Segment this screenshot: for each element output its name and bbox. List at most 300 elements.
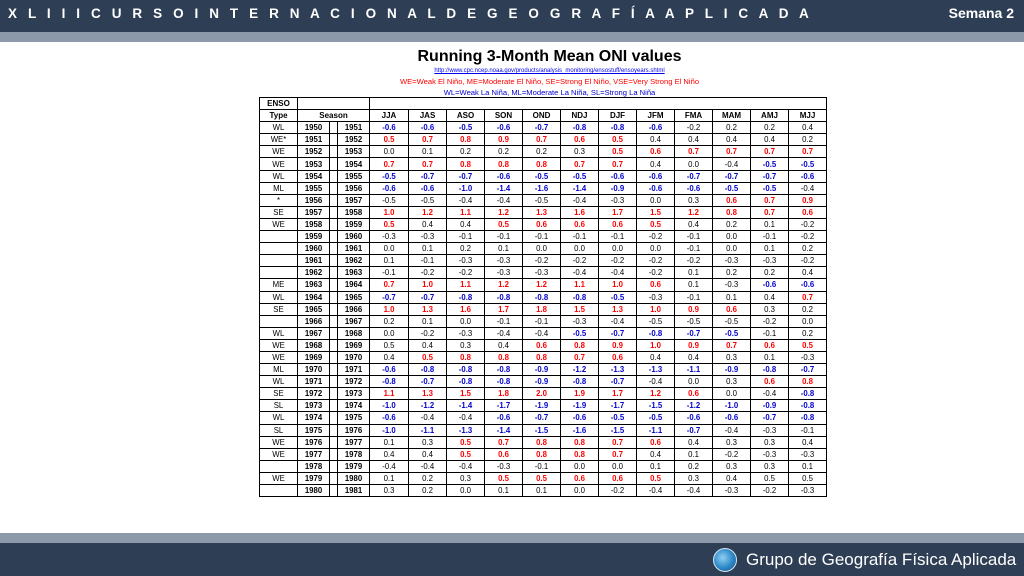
oni-value-cell: 0.4 bbox=[637, 448, 675, 460]
blank-header bbox=[370, 98, 827, 110]
oni-value-cell: 0.6 bbox=[637, 436, 675, 448]
year-separator-cell bbox=[330, 376, 338, 388]
oni-value-cell: 0.3 bbox=[751, 460, 789, 472]
oni-value-cell: 0.4 bbox=[370, 448, 409, 460]
oni-value-cell: -1.1 bbox=[637, 424, 675, 436]
oni-value-cell: 0.2 bbox=[447, 243, 485, 255]
year-separator-cell bbox=[330, 460, 338, 472]
oni-value-cell: -1.1 bbox=[409, 424, 447, 436]
oni-value-cell: -0.8 bbox=[447, 364, 485, 376]
oni-value-cell: 0.4 bbox=[789, 122, 827, 134]
oni-value-cell: -0.3 bbox=[789, 351, 827, 363]
oni-value-cell: 0.8 bbox=[523, 448, 561, 460]
year-separator-cell bbox=[330, 388, 338, 400]
oni-value-cell: -0.5 bbox=[751, 158, 789, 170]
oni-value-cell: -1.3 bbox=[637, 364, 675, 376]
oni-value-cell: 0.6 bbox=[599, 351, 637, 363]
oni-value-cell: 1.5 bbox=[447, 388, 485, 400]
oni-value-cell: 0.6 bbox=[485, 448, 523, 460]
oni-value-cell: -0.5 bbox=[523, 170, 561, 182]
enso-type-cell: WE bbox=[260, 218, 298, 230]
oni-value-cell: -0.6 bbox=[751, 279, 789, 291]
oni-value-cell: 1.9 bbox=[561, 388, 599, 400]
year-separator-cell bbox=[330, 134, 338, 146]
oni-value-cell: -0.6 bbox=[637, 182, 675, 194]
oni-value-cell: -0.6 bbox=[789, 170, 827, 182]
oni-value-cell: 0.6 bbox=[751, 339, 789, 351]
oni-value-cell: 0.0 bbox=[637, 243, 675, 255]
oni-value-cell: -0.8 bbox=[523, 291, 561, 303]
oni-value-cell: 0.2 bbox=[485, 146, 523, 158]
oni-value-cell: -0.5 bbox=[713, 182, 751, 194]
oni-value-cell: -0.8 bbox=[561, 376, 599, 388]
year-separator-cell bbox=[330, 339, 338, 351]
oni-value-cell: 0.4 bbox=[675, 218, 713, 230]
start-year-cell: 1980 bbox=[298, 485, 330, 497]
oni-document bbox=[256, 44, 843, 533]
oni-value-cell: 0.4 bbox=[789, 436, 827, 448]
oni-value-cell: 0.7 bbox=[751, 146, 789, 158]
table-row bbox=[260, 376, 827, 388]
oni-value-cell: 0.6 bbox=[637, 146, 675, 158]
oni-value-cell: -0.3 bbox=[485, 255, 523, 267]
oni-value-cell: -0.2 bbox=[675, 122, 713, 134]
oni-value-cell: -1.5 bbox=[637, 400, 675, 412]
oni-value-cell: -0.6 bbox=[409, 122, 447, 134]
table-row bbox=[260, 218, 827, 230]
oni-value-cell: -0.6 bbox=[637, 122, 675, 134]
oni-value-cell: -0.2 bbox=[789, 231, 827, 243]
oni-value-cell: 0.7 bbox=[789, 291, 827, 303]
oni-value-cell: 1.8 bbox=[523, 303, 561, 315]
oni-value-cell: 0.2 bbox=[751, 122, 789, 134]
month-header: JJA bbox=[370, 110, 409, 122]
oni-value-cell: -0.6 bbox=[485, 170, 523, 182]
table-row bbox=[260, 122, 827, 134]
oni-value-cell: -0.1 bbox=[751, 231, 789, 243]
end-year-cell: 1975 bbox=[338, 412, 370, 424]
oni-value-cell: -0.9 bbox=[599, 182, 637, 194]
oni-value-cell: -0.5 bbox=[561, 170, 599, 182]
oni-value-cell: -0.3 bbox=[751, 448, 789, 460]
enso-type-cell: WE bbox=[260, 158, 298, 170]
oni-value-cell: -0.9 bbox=[523, 364, 561, 376]
enso-type-cell: SE bbox=[260, 388, 298, 400]
oni-value-cell: -0.9 bbox=[523, 376, 561, 388]
enso-type-cell: SL bbox=[260, 424, 298, 436]
oni-value-cell: -0.8 bbox=[789, 388, 827, 400]
oni-value-cell: -0.4 bbox=[561, 194, 599, 206]
oni-value-cell: -0.7 bbox=[523, 412, 561, 424]
start-year-cell: 1951 bbox=[298, 134, 330, 146]
oni-value-cell: 0.3 bbox=[713, 376, 751, 388]
oni-value-cell: -0.7 bbox=[751, 170, 789, 182]
oni-value-cell: 0.4 bbox=[485, 339, 523, 351]
oni-value-cell: -0.6 bbox=[409, 182, 447, 194]
oni-value-cell: 0.8 bbox=[561, 339, 599, 351]
end-year-cell: 1967 bbox=[338, 315, 370, 327]
oni-value-cell: 0.9 bbox=[485, 134, 523, 146]
end-year-cell: 1958 bbox=[338, 206, 370, 218]
oni-value-cell: 0.6 bbox=[637, 279, 675, 291]
oni-value-cell: 0.9 bbox=[675, 339, 713, 351]
oni-value-cell: -0.6 bbox=[485, 122, 523, 134]
enso-type-cell bbox=[260, 315, 298, 327]
oni-value-cell: 1.3 bbox=[523, 206, 561, 218]
year-separator-cell bbox=[330, 182, 338, 194]
oni-value-cell: 0.4 bbox=[713, 472, 751, 484]
oni-value-cell: -0.4 bbox=[713, 424, 751, 436]
table-row bbox=[260, 460, 827, 472]
oni-value-cell: 0.6 bbox=[599, 472, 637, 484]
oni-value-cell: 0.1 bbox=[485, 243, 523, 255]
oni-value-cell: -0.1 bbox=[561, 231, 599, 243]
end-year-cell: 1969 bbox=[338, 339, 370, 351]
oni-value-cell: 0.4 bbox=[637, 158, 675, 170]
oni-value-cell: -0.6 bbox=[370, 122, 409, 134]
oni-value-cell: 0.9 bbox=[675, 303, 713, 315]
enso-type-cell: ME bbox=[260, 279, 298, 291]
oni-value-cell: 0.6 bbox=[523, 339, 561, 351]
oni-value-cell: -0.2 bbox=[447, 267, 485, 279]
end-year-cell: 1979 bbox=[338, 460, 370, 472]
oni-value-cell: 1.2 bbox=[485, 206, 523, 218]
globe-logo-icon bbox=[713, 548, 737, 572]
oni-value-cell: -0.7 bbox=[370, 291, 409, 303]
start-year-cell: 1975 bbox=[298, 424, 330, 436]
oni-value-cell: -0.3 bbox=[789, 485, 827, 497]
oni-value-cell: 0.8 bbox=[523, 436, 561, 448]
oni-value-cell: 0.0 bbox=[370, 146, 409, 158]
enso-type-cell: ML bbox=[260, 364, 298, 376]
table-row bbox=[260, 170, 827, 182]
year-separator-cell bbox=[330, 303, 338, 315]
oni-value-cell: 1.6 bbox=[447, 303, 485, 315]
oni-value-cell: -0.3 bbox=[713, 485, 751, 497]
year-separator-cell bbox=[330, 412, 338, 424]
oni-value-cell: 0.5 bbox=[447, 448, 485, 460]
title-bar bbox=[0, 0, 1024, 32]
oni-value-cell: -0.4 bbox=[599, 315, 637, 327]
start-year-cell: 1950 bbox=[298, 122, 330, 134]
start-year-cell: 1977 bbox=[298, 448, 330, 460]
oni-value-cell: 0.2 bbox=[713, 122, 751, 134]
year-separator-cell bbox=[330, 206, 338, 218]
oni-value-cell: -0.4 bbox=[789, 182, 827, 194]
oni-value-cell: -0.6 bbox=[713, 412, 751, 424]
oni-value-cell: 0.7 bbox=[370, 279, 409, 291]
oni-value-cell: -0.4 bbox=[370, 460, 409, 472]
year-separator-cell bbox=[330, 255, 338, 267]
oni-value-cell: 0.3 bbox=[713, 351, 751, 363]
oni-value-cell: 0.1 bbox=[637, 460, 675, 472]
oni-value-cell: -0.3 bbox=[637, 291, 675, 303]
oni-value-cell: 0.3 bbox=[675, 194, 713, 206]
end-year-cell: 1971 bbox=[338, 364, 370, 376]
oni-value-cell: 0.5 bbox=[523, 472, 561, 484]
oni-value-cell: 0.1 bbox=[675, 448, 713, 460]
oni-value-cell: -0.3 bbox=[713, 279, 751, 291]
start-year-cell: 1962 bbox=[298, 267, 330, 279]
end-year-cell: 1981 bbox=[338, 485, 370, 497]
year-separator-cell bbox=[330, 472, 338, 484]
oni-value-cell: -0.8 bbox=[599, 122, 637, 134]
year-separator-cell bbox=[330, 327, 338, 339]
oni-value-cell: 0.2 bbox=[409, 472, 447, 484]
table-row bbox=[260, 267, 827, 279]
oni-value-cell: 0.4 bbox=[447, 218, 485, 230]
month-header: MJJ bbox=[789, 110, 827, 122]
oni-value-cell: 1.5 bbox=[637, 206, 675, 218]
oni-value-cell: -0.4 bbox=[447, 460, 485, 472]
table-row bbox=[260, 351, 827, 363]
oni-value-cell: -1.5 bbox=[599, 424, 637, 436]
end-year-cell: 1952 bbox=[338, 134, 370, 146]
enso-type-cell: WL bbox=[260, 122, 298, 134]
oni-value-cell: 0.5 bbox=[370, 218, 409, 230]
oni-value-cell: -0.1 bbox=[523, 315, 561, 327]
year-separator-cell bbox=[330, 436, 338, 448]
end-year-cell: 1951 bbox=[338, 122, 370, 134]
oni-value-cell: -0.1 bbox=[409, 255, 447, 267]
end-year-cell: 1970 bbox=[338, 351, 370, 363]
oni-value-cell: -1.0 bbox=[447, 182, 485, 194]
enso-type-cell: WE bbox=[260, 436, 298, 448]
end-year-cell: 1963 bbox=[338, 267, 370, 279]
table-row bbox=[260, 279, 827, 291]
top-divider bbox=[0, 32, 1024, 42]
oni-value-cell: -0.4 bbox=[447, 412, 485, 424]
oni-value-cell: 0.0 bbox=[561, 460, 599, 472]
oni-value-cell: 0.5 bbox=[637, 472, 675, 484]
oni-value-cell: 0.8 bbox=[523, 158, 561, 170]
oni-value-cell: 0.5 bbox=[789, 339, 827, 351]
source-link[interactable]: http://www.cpc.ncep.noaa.gov/products/analysis_monitoring/ensostuff/ensoyears.shtml bbox=[434, 68, 665, 74]
oni-value-cell: 0.4 bbox=[675, 351, 713, 363]
enso-type-cell: WE bbox=[260, 448, 298, 460]
oni-value-cell: 0.3 bbox=[713, 436, 751, 448]
oni-value-cell: -0.9 bbox=[751, 400, 789, 412]
oni-value-cell: 0.1 bbox=[751, 351, 789, 363]
oni-value-cell: -0.1 bbox=[675, 231, 713, 243]
enso-type-cell: ML bbox=[260, 182, 298, 194]
oni-value-cell: 0.0 bbox=[789, 315, 827, 327]
oni-value-cell: -0.2 bbox=[789, 255, 827, 267]
oni-value-cell: 0.4 bbox=[409, 218, 447, 230]
enso-type-cell: WE bbox=[260, 351, 298, 363]
oni-value-cell: 0.4 bbox=[370, 351, 409, 363]
oni-value-cell: -0.3 bbox=[447, 327, 485, 339]
oni-value-cell: 0.0 bbox=[675, 158, 713, 170]
oni-value-cell: -0.6 bbox=[370, 182, 409, 194]
oni-value-cell: -1.2 bbox=[561, 364, 599, 376]
oni-value-cell: 0.9 bbox=[599, 339, 637, 351]
oni-value-cell: -0.8 bbox=[637, 327, 675, 339]
oni-value-cell: 0.2 bbox=[751, 267, 789, 279]
oni-table bbox=[259, 97, 827, 497]
oni-value-cell: 1.2 bbox=[485, 279, 523, 291]
oni-value-cell: 1.1 bbox=[561, 279, 599, 291]
table-row bbox=[260, 412, 827, 424]
oni-value-cell: 0.0 bbox=[599, 460, 637, 472]
oni-value-cell: -0.7 bbox=[751, 412, 789, 424]
oni-value-cell: 0.7 bbox=[523, 134, 561, 146]
oni-value-cell: 0.6 bbox=[789, 206, 827, 218]
end-year-cell: 1962 bbox=[338, 255, 370, 267]
bottom-divider bbox=[0, 533, 1024, 543]
oni-value-cell: -0.3 bbox=[789, 448, 827, 460]
la-nina-legend: WL=Weak La Niña, ML=Moderate La Niña, SL=Strong La Niña bbox=[443, 88, 656, 97]
oni-value-cell: 1.0 bbox=[370, 303, 409, 315]
oni-value-cell: 0.5 bbox=[370, 134, 409, 146]
oni-value-cell: 0.7 bbox=[370, 158, 409, 170]
oni-value-cell: 0.1 bbox=[409, 243, 447, 255]
oni-value-cell: 0.2 bbox=[447, 146, 485, 158]
oni-value-cell: 0.7 bbox=[789, 146, 827, 158]
oni-value-cell: 0.2 bbox=[789, 327, 827, 339]
oni-value-cell: 1.0 bbox=[409, 279, 447, 291]
oni-value-cell: -1.0 bbox=[713, 400, 751, 412]
oni-value-cell: 0.7 bbox=[675, 146, 713, 158]
oni-value-cell: 0.4 bbox=[637, 134, 675, 146]
oni-value-cell: -0.2 bbox=[675, 255, 713, 267]
oni-value-cell: 0.7 bbox=[561, 351, 599, 363]
table-row bbox=[260, 182, 827, 194]
table-row bbox=[260, 364, 827, 376]
end-year-cell: 1972 bbox=[338, 376, 370, 388]
start-year-cell: 1955 bbox=[298, 182, 330, 194]
oni-value-cell: -0.7 bbox=[409, 291, 447, 303]
oni-value-cell: 0.5 bbox=[370, 339, 409, 351]
year-separator-cell bbox=[330, 279, 338, 291]
oni-value-cell: -0.8 bbox=[370, 376, 409, 388]
oni-value-cell: -0.1 bbox=[599, 231, 637, 243]
table-row bbox=[260, 243, 827, 255]
oni-value-cell: -0.1 bbox=[523, 460, 561, 472]
oni-value-cell: 0.7 bbox=[751, 194, 789, 206]
oni-value-cell: -0.4 bbox=[447, 194, 485, 206]
year-separator-cell bbox=[330, 291, 338, 303]
oni-value-cell: 0.3 bbox=[447, 472, 485, 484]
oni-value-cell: -0.6 bbox=[561, 412, 599, 424]
oni-value-cell: -1.6 bbox=[523, 182, 561, 194]
oni-value-cell: 0.8 bbox=[485, 158, 523, 170]
year-separator-cell bbox=[330, 170, 338, 182]
start-year-cell: 1953 bbox=[298, 158, 330, 170]
oni-value-cell: -0.8 bbox=[485, 364, 523, 376]
oni-value-cell: 0.6 bbox=[523, 218, 561, 230]
end-year-cell: 1977 bbox=[338, 436, 370, 448]
oni-value-cell: 0.3 bbox=[409, 436, 447, 448]
oni-value-cell: 0.3 bbox=[675, 472, 713, 484]
oni-value-cell: 1.0 bbox=[599, 279, 637, 291]
table-row bbox=[260, 485, 827, 497]
oni-value-cell: -0.6 bbox=[637, 170, 675, 182]
oni-value-cell: -0.7 bbox=[599, 327, 637, 339]
enso-type-cell bbox=[260, 267, 298, 279]
oni-value-cell: -0.7 bbox=[675, 424, 713, 436]
oni-value-cell: 0.7 bbox=[713, 339, 751, 351]
oni-value-cell: -0.5 bbox=[561, 327, 599, 339]
enso-type-cell bbox=[260, 243, 298, 255]
oni-value-cell: -0.5 bbox=[370, 170, 409, 182]
enso-type-cell: WE bbox=[260, 339, 298, 351]
end-year-cell: 1964 bbox=[338, 279, 370, 291]
oni-value-cell: -0.4 bbox=[409, 412, 447, 424]
oni-value-cell: -0.8 bbox=[561, 291, 599, 303]
oni-value-cell: -0.3 bbox=[713, 255, 751, 267]
oni-value-cell: 1.0 bbox=[370, 206, 409, 218]
start-year-cell: 1961 bbox=[298, 255, 330, 267]
oni-value-cell: -0.3 bbox=[447, 255, 485, 267]
oni-value-cell: 0.5 bbox=[637, 218, 675, 230]
table-header-row bbox=[260, 98, 827, 110]
oni-value-cell: -0.7 bbox=[409, 376, 447, 388]
oni-value-cell: 0.5 bbox=[447, 436, 485, 448]
oni-value-cell: 0.5 bbox=[485, 472, 523, 484]
table-row bbox=[260, 291, 827, 303]
table-row bbox=[260, 303, 827, 315]
oni-value-cell: -0.2 bbox=[637, 231, 675, 243]
end-year-cell: 1974 bbox=[338, 400, 370, 412]
oni-value-cell: 0.0 bbox=[713, 388, 751, 400]
oni-value-cell: -0.1 bbox=[485, 231, 523, 243]
table-row bbox=[260, 194, 827, 206]
oni-value-cell: -0.8 bbox=[447, 291, 485, 303]
oni-value-cell: 0.1 bbox=[370, 472, 409, 484]
oni-value-cell: 0.4 bbox=[675, 436, 713, 448]
oni-value-cell: -1.9 bbox=[561, 400, 599, 412]
oni-value-cell: -0.1 bbox=[523, 231, 561, 243]
oni-value-cell: 0.0 bbox=[637, 194, 675, 206]
oni-value-cell: 0.2 bbox=[675, 460, 713, 472]
oni-value-cell: -0.7 bbox=[675, 170, 713, 182]
oni-value-cell: 0.6 bbox=[561, 134, 599, 146]
oni-value-cell: 0.3 bbox=[751, 303, 789, 315]
oni-value-cell: 0.7 bbox=[751, 206, 789, 218]
year-separator-cell bbox=[330, 315, 338, 327]
oni-value-cell: -0.1 bbox=[370, 267, 409, 279]
oni-value-cell: 0.2 bbox=[523, 146, 561, 158]
oni-value-cell: -0.8 bbox=[485, 291, 523, 303]
month-header: JAS bbox=[409, 110, 447, 122]
oni-value-cell: 1.3 bbox=[409, 388, 447, 400]
month-header: SON bbox=[485, 110, 523, 122]
month-header: NDJ bbox=[561, 110, 599, 122]
oni-value-cell: -0.3 bbox=[523, 267, 561, 279]
oni-value-cell: -1.2 bbox=[409, 400, 447, 412]
oni-value-cell: -1.2 bbox=[675, 400, 713, 412]
year-separator-cell bbox=[330, 400, 338, 412]
oni-value-cell: -0.8 bbox=[561, 122, 599, 134]
oni-value-cell: -1.4 bbox=[485, 182, 523, 194]
oni-value-cell: 1.1 bbox=[447, 279, 485, 291]
oni-value-cell: -0.2 bbox=[561, 255, 599, 267]
end-year-cell: 1978 bbox=[338, 448, 370, 460]
end-year-cell: 1955 bbox=[338, 170, 370, 182]
year-separator-cell bbox=[330, 146, 338, 158]
oni-value-cell: 0.0 bbox=[599, 243, 637, 255]
end-year-cell: 1966 bbox=[338, 303, 370, 315]
oni-value-cell: -1.5 bbox=[523, 424, 561, 436]
oni-value-cell: -0.5 bbox=[447, 122, 485, 134]
oni-value-cell: -0.7 bbox=[447, 170, 485, 182]
oni-value-cell: -0.4 bbox=[485, 194, 523, 206]
oni-value-cell: 0.7 bbox=[409, 134, 447, 146]
enso-type-cell: * bbox=[260, 194, 298, 206]
oni-value-cell: -0.5 bbox=[675, 315, 713, 327]
end-year-cell: 1954 bbox=[338, 158, 370, 170]
